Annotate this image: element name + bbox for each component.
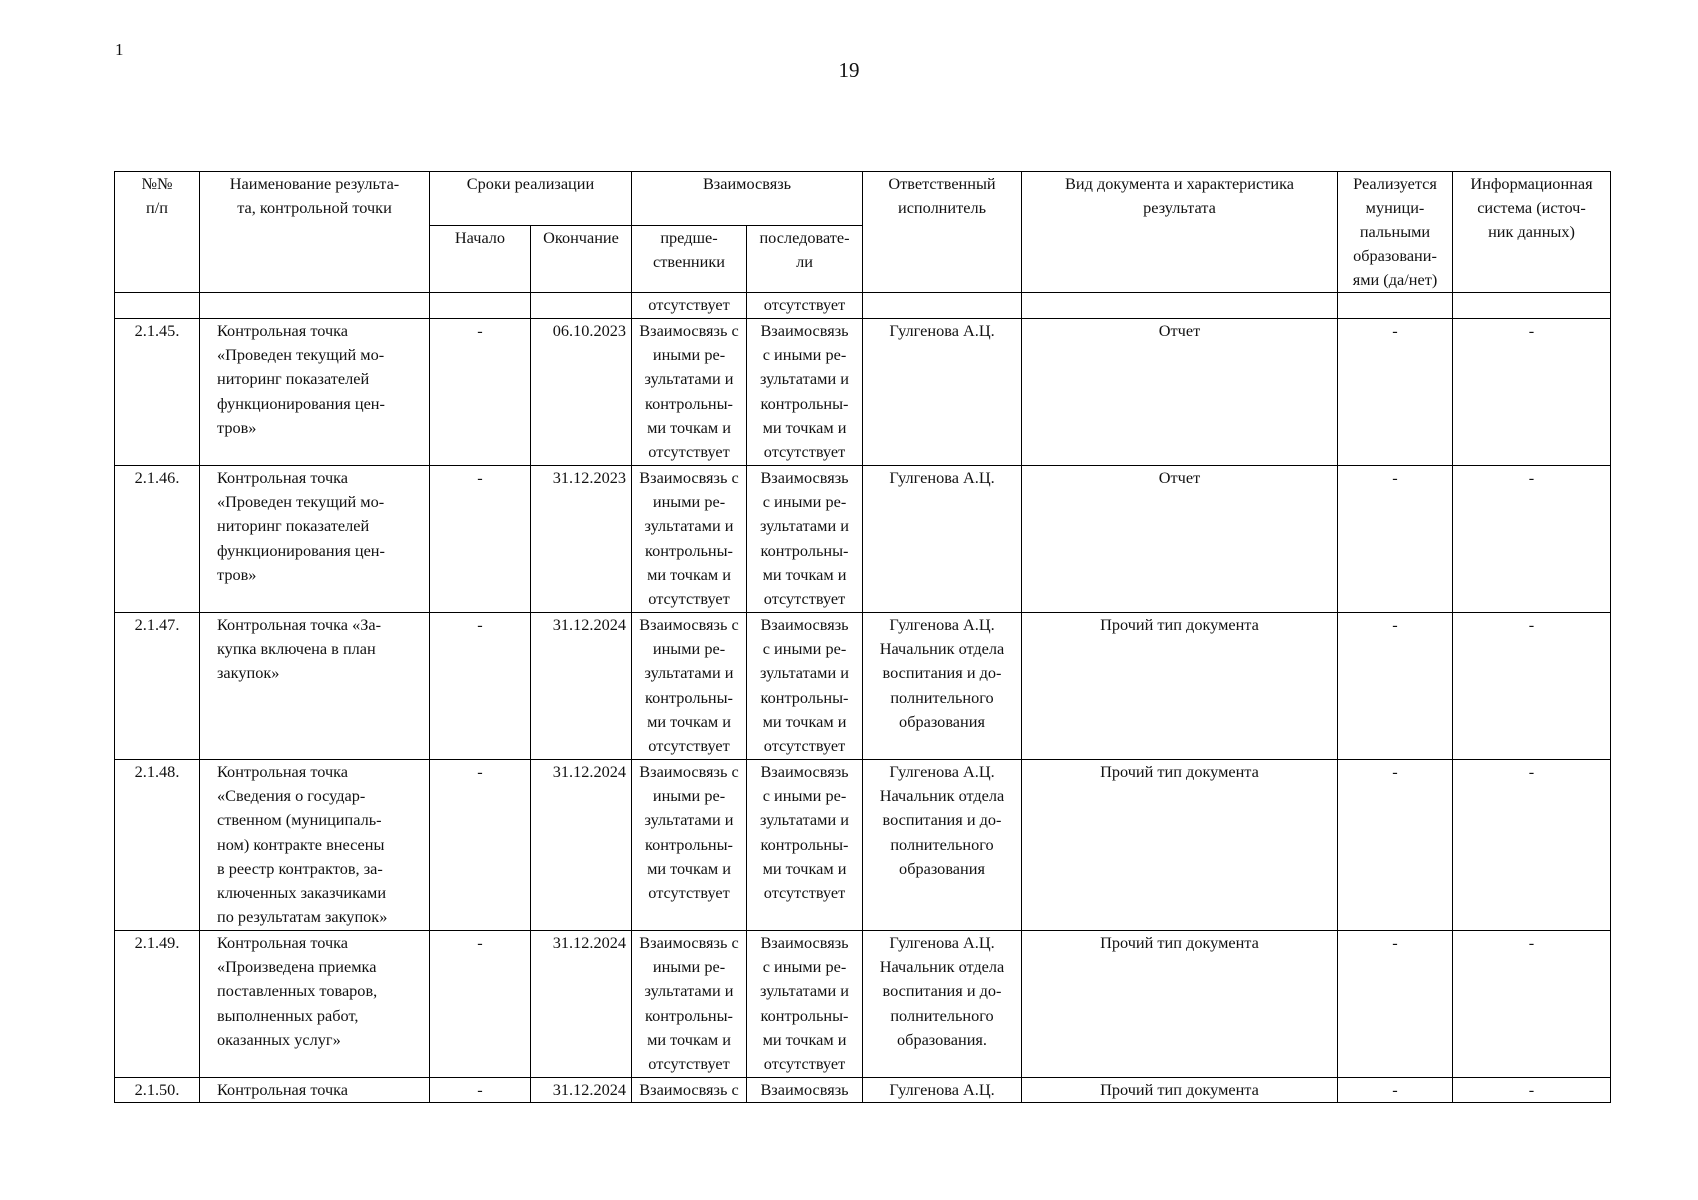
cell-num: 2.1.49. (115, 931, 200, 1078)
cell-successors: Взаимосвязь (747, 1078, 863, 1103)
cell-successors: Взаимосвязь с иными ре- зультатами и контрольны- ми точкам и отсутствует (747, 613, 863, 760)
cell-municipal (1338, 293, 1453, 319)
cell-name (200, 293, 430, 319)
header-terms: Сроки реализации (430, 172, 632, 226)
cell-name: Контрольная точка «Проведен текущий мо- ниторинг показателей функционирования цен- тров» (200, 466, 430, 613)
cell-responsible: Гулгенова А.Ц. Начальник отдела воспитания и до- полнительного образования (863, 760, 1022, 931)
cell-start: - (430, 613, 531, 760)
cell-municipal: - (1338, 613, 1453, 760)
cell-num: 2.1.46. (115, 466, 200, 613)
cell-successors: Взаимосвязь с иными ре- зультатами и контрольны- ми точкам и отсутствует (747, 931, 863, 1078)
table-body (115, 293, 1611, 1103)
cell-document: Прочий тип документа (1022, 760, 1338, 931)
table-row (115, 613, 1611, 760)
cell-start: - (430, 319, 531, 466)
cell-end: 31.12.2024 (531, 1078, 632, 1103)
cell-num: 2.1.50. (115, 1078, 200, 1103)
cell-name: Контрольная точка (200, 1078, 430, 1103)
cell-start: - (430, 760, 531, 931)
cell-responsible: Гулгенова А.Ц. (863, 1078, 1022, 1103)
cell-predecessors: Взаимосвязь с (632, 1078, 747, 1103)
header-start: Начало (430, 226, 531, 293)
header-end: Окончание (531, 226, 632, 293)
cell-predecessors: Взаимосвязь с иными ре- зультатами и контрольны- ми точкам и отсутствует (632, 319, 747, 466)
cell-end: 31.12.2024 (531, 613, 632, 760)
plan-table (114, 171, 1611, 1103)
cell-name: Контрольная точка «Сведения о государ- ственном (муниципаль- ном) контракте внесены в реестр контрактов, за- ключенных заказчиками по результатам закупок» (200, 760, 430, 931)
cell-municipal: - (1338, 319, 1453, 466)
table-row (115, 319, 1611, 466)
header-link: Взаимосвязь (632, 172, 863, 226)
cell-predecessors: Взаимосвязь с иными ре- зультатами и контрольны- ми точкам и отсутствует (632, 466, 747, 613)
page-number: 19 (838, 58, 860, 82)
cell-info-system: - (1453, 613, 1611, 760)
cell-end: 06.10.2023 (531, 319, 632, 466)
cell-name: Контрольная точка «Произведена приемка поставленных товаров, выполненных работ, оказанных услуг» (200, 931, 430, 1078)
cell-document: Прочий тип документа (1022, 1078, 1338, 1103)
cell-info-system: - (1453, 319, 1611, 466)
cell-end: 31.12.2024 (531, 931, 632, 1078)
header-successors: последовате- ли (747, 226, 863, 293)
cell-municipal: - (1338, 931, 1453, 1078)
cell-num: 2.1.45. (115, 319, 200, 466)
cell-start: - (430, 466, 531, 613)
header-num: №№ п/п (115, 172, 200, 293)
cell-info-system: - (1453, 466, 1611, 613)
cell-document: Отчет (1022, 319, 1338, 466)
cell-name: Контрольная точка «Проведен текущий мо- ниторинг показателей функционирования цен- тров» (200, 319, 430, 466)
table-row (115, 931, 1611, 1078)
cell-start: - (430, 1078, 531, 1103)
cell-predecessors: Взаимосвязь с иными ре- зультатами и контрольны- ми точкам и отсутствует (632, 613, 747, 760)
cell-num: 2.1.47. (115, 613, 200, 760)
cell-start: - (430, 931, 531, 1078)
cell-successors: отсутствует (747, 293, 863, 319)
cell-predecessors: Взаимосвязь с иными ре- зультатами и контрольны- ми точкам и отсутствует (632, 760, 747, 931)
cell-responsible: Гулгенова А.Ц. (863, 466, 1022, 613)
cell-info-system (1453, 293, 1611, 319)
cell-document (1022, 293, 1338, 319)
cell-end: 31.12.2024 (531, 760, 632, 931)
cell-end: 31.12.2023 (531, 466, 632, 613)
header-document: Вид документа и характеристика результата (1022, 172, 1338, 293)
cell-successors: Взаимосвязь с иными ре- зультатами и контрольны- ми точкам и отсутствует (747, 319, 863, 466)
table-row (115, 466, 1611, 613)
cell-num: 2.1.48. (115, 760, 200, 931)
cell-start (430, 293, 531, 319)
header-predecessors: предше- ственники (632, 226, 747, 293)
cell-successors: Взаимосвязь с иными ре- зультатами и контрольны- ми точкам и отсутствует (747, 466, 863, 613)
cell-info-system: - (1453, 931, 1611, 1078)
cell-successors: Взаимосвязь с иными ре- зультатами и контрольны- ми точкам и отсутствует (747, 760, 863, 931)
cell-predecessors: отсутствует (632, 293, 747, 319)
cell-responsible: Гулгенова А.Ц. Начальник отдела воспитания и до- полнительного образования. (863, 931, 1022, 1078)
cell-municipal: - (1338, 466, 1453, 613)
cell-responsible: Гулгенова А.Ц. (863, 319, 1022, 466)
corner-mark: 1 (115, 40, 124, 59)
cell-info-system: - (1453, 1078, 1611, 1103)
table-row (115, 1078, 1611, 1103)
header-info-system: Информационная система (источ- ник данных) (1453, 172, 1611, 293)
cell-info-system: - (1453, 760, 1611, 931)
header-responsible: Ответственный исполнитель (863, 172, 1022, 293)
table-row (115, 293, 1611, 319)
cell-end (531, 293, 632, 319)
cell-document: Прочий тип документа (1022, 931, 1338, 1078)
header-name: Наименование результа- та, контрольной точки (200, 172, 430, 293)
cell-document: Прочий тип документа (1022, 613, 1338, 760)
table-row (115, 760, 1611, 931)
cell-name: Контрольная точка «За- купка включена в план закупок» (200, 613, 430, 760)
cell-predecessors: Взаимосвязь с иными ре- зультатами и контрольны- ми точкам и отсутствует (632, 931, 747, 1078)
cell-document: Отчет (1022, 466, 1338, 613)
cell-responsible (863, 293, 1022, 319)
cell-municipal: - (1338, 1078, 1453, 1103)
cell-municipal: - (1338, 760, 1453, 931)
cell-responsible: Гулгенова А.Ц. Начальник отдела воспитания и до- полнительного образования (863, 613, 1022, 760)
cell-num (115, 293, 200, 319)
header-municipal: Реализуется муници- пальными образовани- ями (да/нет) (1338, 172, 1453, 293)
